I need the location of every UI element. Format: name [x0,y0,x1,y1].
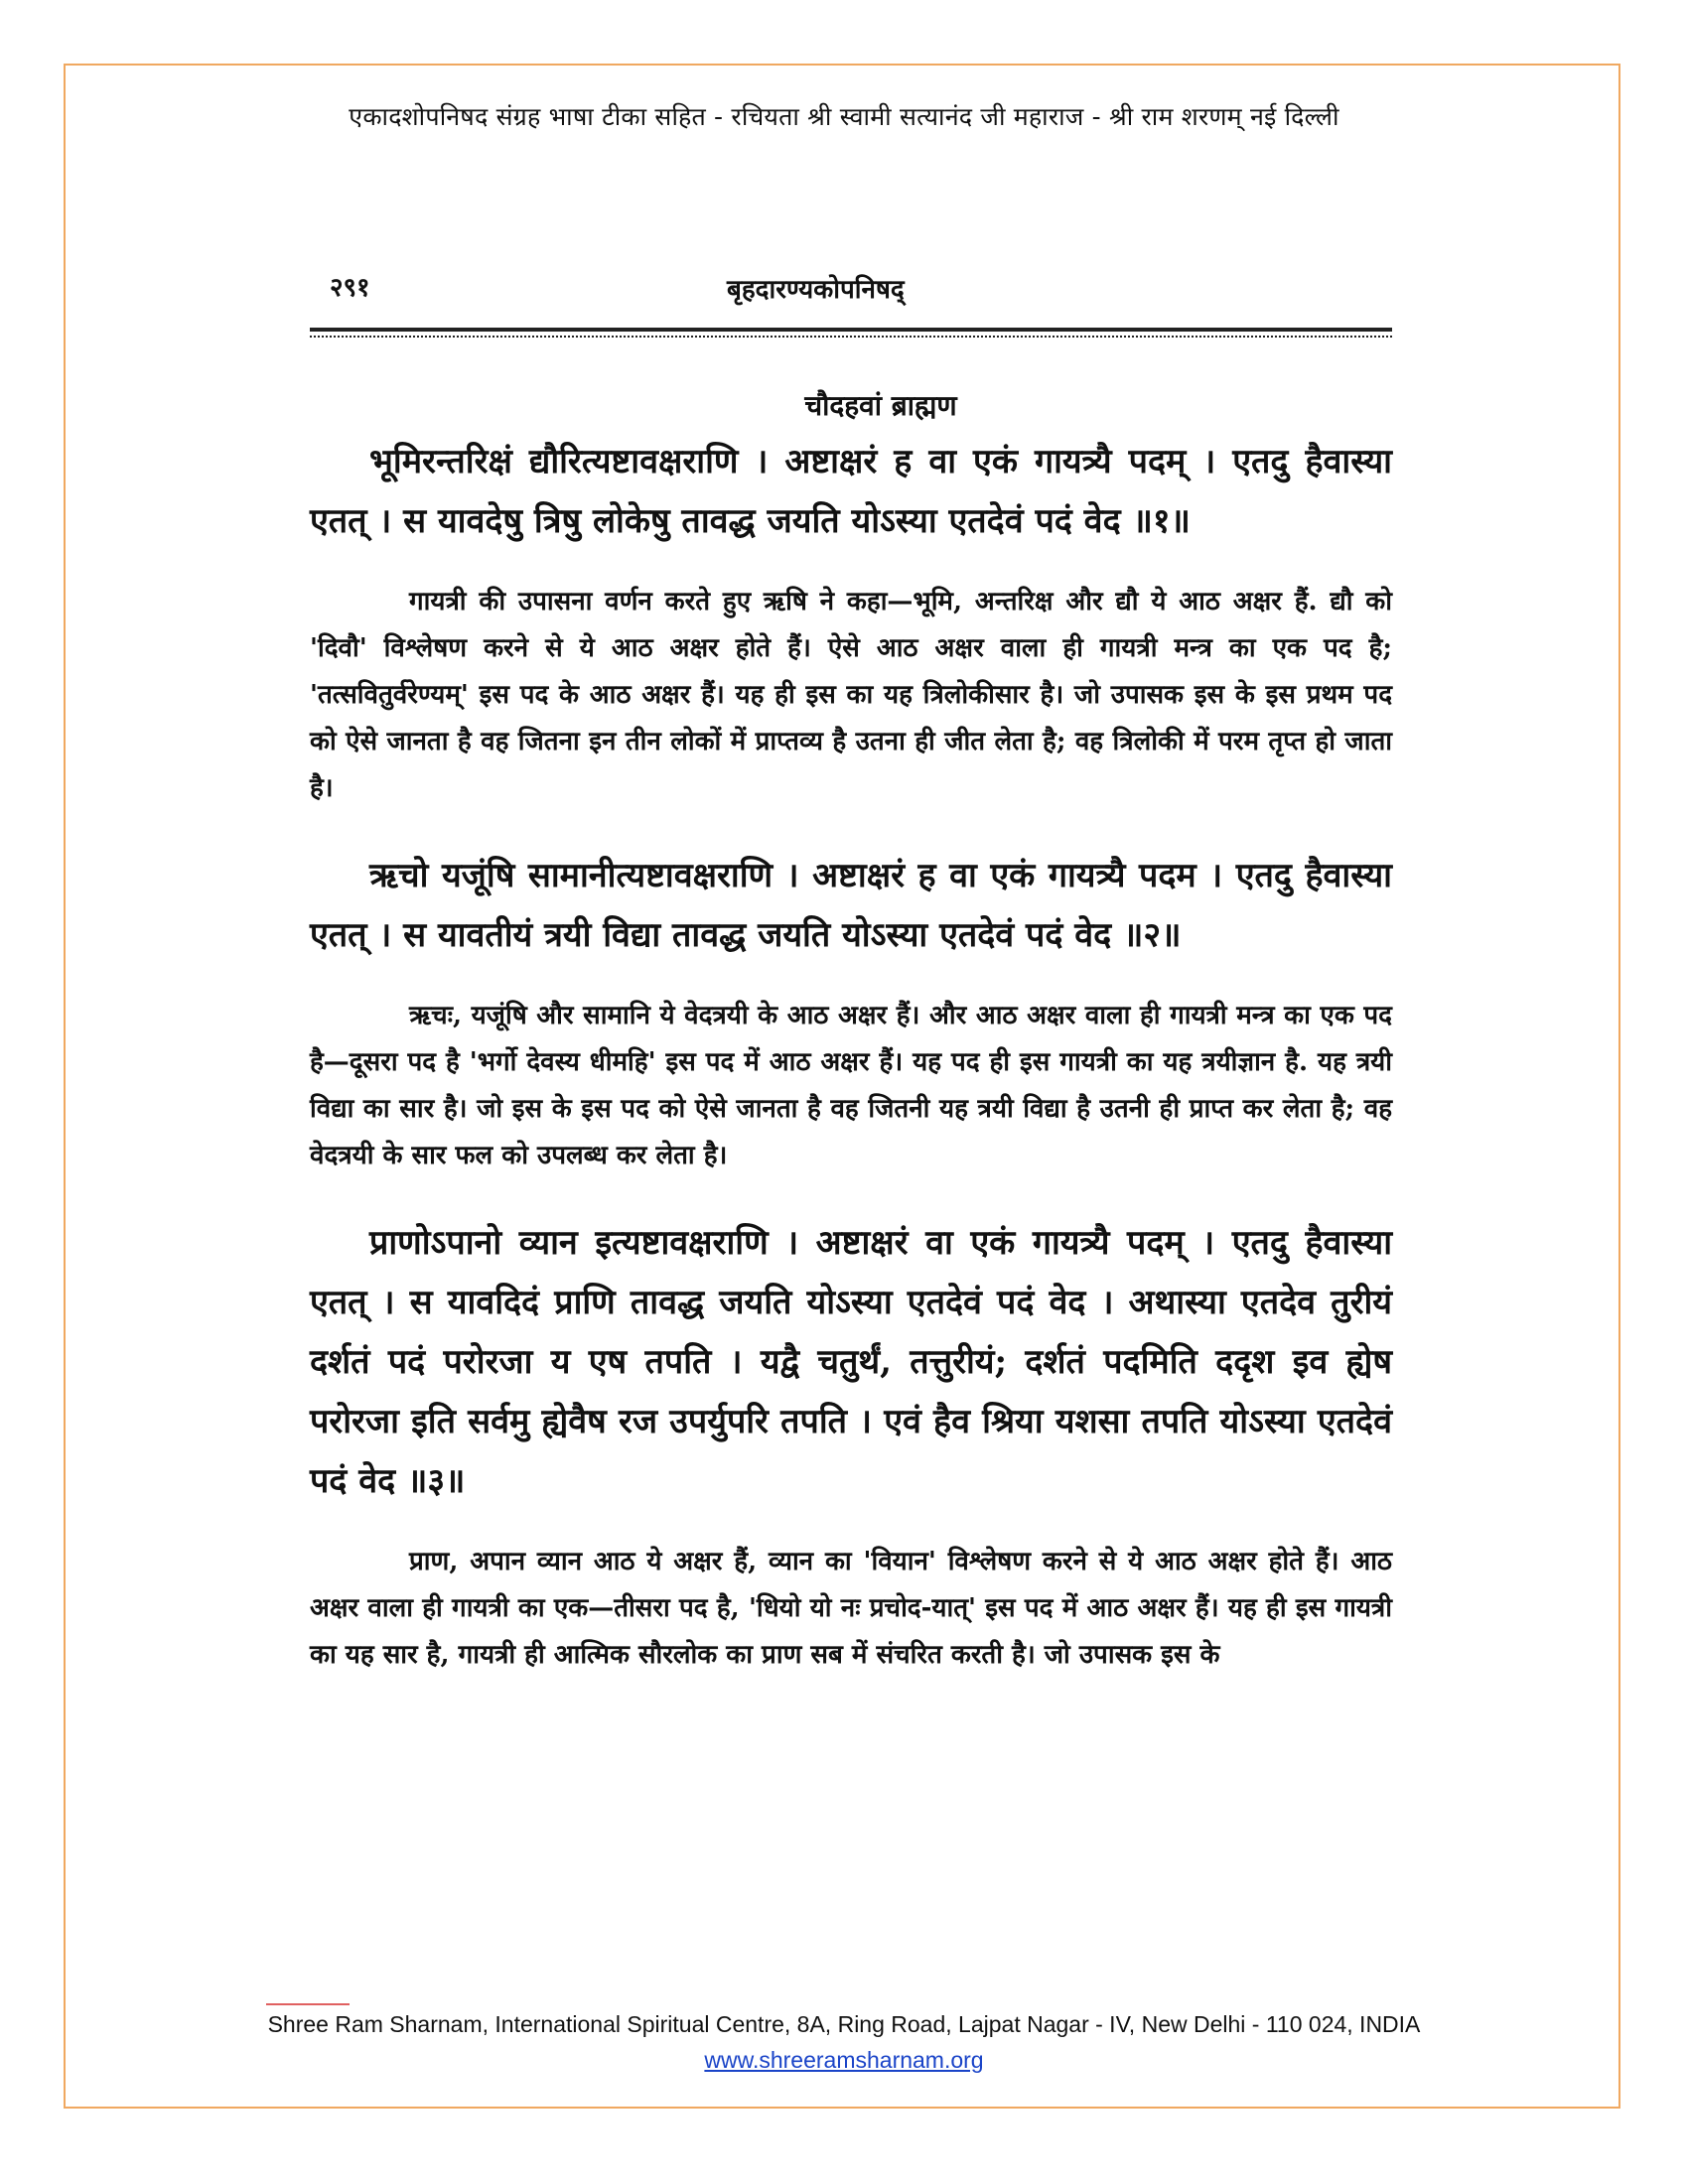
sanskrit-verse: प्राणोऽपानो व्यान इत्यष्टावक्षराणि । अष्टाक्षरं वा एकं गायत्र्यै पदम् । एतदु हैवास्या एतत् । स यावदिदं प्राणि तावद्ध जयति योऽस्या एतदेवं पदं वेद । अथास्या एतदेव तुरीयं दर्शतं पदं परोरजा य एष तपति । यद्वै चतुर्थं, तत्तुरीयं; दर्शतं पदमिति ददृश इव ह्येष परोरजा इति सर्वमु ह्येवैष रज उपर्युपरि तपति । एवं हैव श्रिया यशसा तपति योऽस्या एतदेवं पदं वेद ॥३॥ [310,1223,1392,1501]
divider [266,2003,350,2005]
hindi-commentary: ऋचः, यजूंषि और सामानि ये वेदत्रयी के आठ अक्षर हैं। और आठ अक्षर वाला ही गायत्री मन्त्र का एक पद है—दूसरा पद है 'भर्गो देवस्य धीमहि' इस पद में आठ अक्षर हैं। यह पद ही इस गायत्री का यह त्रयीज्ञान है. यह त्रयी विद्या का सार है। जो इस के इस पद को ऐसे जानता है वह जितनी यह त्रयी विद्या है उतनी ही प्राप्त कर लेता है; वह वेदत्रयी के सार फल को उपलब्ध कर लेता है। [310,1001,1392,1170]
footer-address: Shree Ram Sharnam, International Spiritual Centre, 8A, Ring Road, Lajpat Nagar - IV, New Delhi - 110 024, INDIA [267,2011,1421,2037]
hindi-commentary: प्राण, अपान व्यान आठ ये अक्षर हैं, व्यान का 'वियान' विश्लेषण करने से ये आठ अक्षर होते हैं। आठ अक्षर वाला ही गायत्री का एक—तीसरा पद है, 'धियो यो नः प्रचोद-यात्' इस पद में आठ अक्षर हैं। यह ही इस गायत्री का यह सार है, गायत्री ही आत्मिक सौरलोक का प्राण सब में संचरित करती है। जो उपासक इस के [310,1547,1392,1670]
sanskrit-verse: ऋचो यजूंषि सामानीत्यष्टावक्षराणि । अष्टाक्षरं ह वा एकं गायत्र्यै पदम । एतदु हैवास्या एतत् । स यावतीयं त्रयी विद्या तावद्ध जयति योऽस्या एतदेवं पदं वेद ॥२॥ [310,856,1392,955]
scanned-page [310,248,1392,1679]
page-number: २९१ [330,273,370,303]
website-link[interactable]: www.shreeramsharnam.org [704,2047,984,2073]
section-1 [310,432,1392,812]
header-rule [310,328,1392,341]
chapter-title: चौदहवां ब्राह्मण [804,389,957,422]
page-heading [310,248,1392,305]
section-2 [310,846,1392,1179]
hindi-commentary: गायत्री की उपासना वर्णन करते हुए ऋषि ने कहा—भूमि, अन्तरिक्ष और द्यौ ये आठ अक्षर हैं. द्यौ को 'दिवौ' विश्लेषण करने से ये आठ अक्षर होते हैं। ऐसे आठ अक्षर वाला ही गायत्री मन्त्र का एक पद है; 'तत्सवितुर्वरेण्यम्' इस पद के आठ अक्षर हैं। यह ही इस का यह त्रिलोकीसार है। जो उपासक इस के इस प्रथम पद को ऐसे जानता है वह जितना इन तीन लोकों में प्राप्तव्य है उतना ही जीत लेता है; वह त्रिलोकी में परम तृप्त हो जाता है। [310,587,1392,803]
section-3 [310,1213,1392,1679]
running-title: बृहदारण्यकोपनिषद् [727,275,905,305]
document-header: एकादशोपनिषद संग्रह भाषा टीका सहित - रचियता श्री स्वामी सत्यानंद जी महाराज - श्री राम शरणम् नई दिल्ली [349,102,1339,131]
footer [0,2011,1688,2073]
sanskrit-verse: भूमिरन्तरिक्षं द्यौरित्यष्टावक्षराणि । अष्टाक्षरं ह वा एकं गायत्र्यै पदम् । एतदु हैवास्या एतत् । स यावदेषु त्रिषु लोकेषु तावद्ध जयति योऽस्या एतदेवं पदं वेद ॥१॥ [310,442,1392,541]
